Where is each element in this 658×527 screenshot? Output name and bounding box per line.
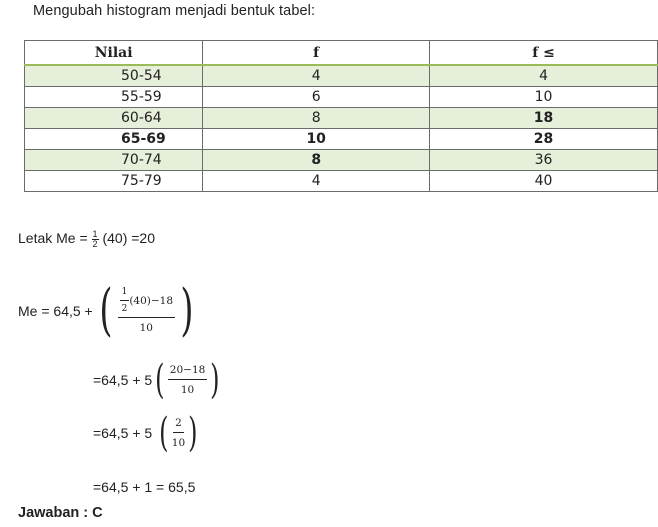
step-3-fraction xyxy=(172,417,185,449)
step-3 xyxy=(93,410,201,456)
cell-nilai: 55-59 xyxy=(25,87,203,108)
inner-half-fraction xyxy=(120,288,130,314)
table-row xyxy=(25,87,658,108)
cell-nilai: 60-64 xyxy=(25,108,203,129)
header-nilai: Nilai xyxy=(25,41,203,66)
cell-nilai: 75-79 xyxy=(25,171,203,192)
step-2-numerator: 20−18 xyxy=(168,364,208,380)
fraction-numerator: 1 xyxy=(92,229,98,239)
cell-f: 4 xyxy=(203,65,430,87)
table-row xyxy=(25,129,658,150)
letak-suffix: (40) =20 xyxy=(102,230,155,247)
cell-nilai: 50-54 xyxy=(25,65,203,87)
median-prefix: Me = 64,5 + xyxy=(18,303,93,319)
cell-cumulative: 18 xyxy=(430,108,658,129)
step-2-prefix: =64,5 + 5 xyxy=(93,372,153,388)
answer: Jawaban : C xyxy=(18,505,103,521)
table-row xyxy=(25,150,658,171)
median-formula xyxy=(18,278,198,343)
fraction-denominator: 2 xyxy=(92,239,98,249)
letak-me-line xyxy=(18,230,155,249)
left-paren: ( xyxy=(155,357,165,403)
header-f: f xyxy=(203,41,430,66)
letak-prefix: Letak Me = xyxy=(18,230,88,247)
left-paren: ( xyxy=(159,410,169,456)
table-row xyxy=(25,171,658,192)
half-fraction xyxy=(92,230,99,249)
cell-f: 8 xyxy=(203,108,430,129)
cell-cumulative: 36 xyxy=(430,150,658,171)
step-4: =64,5 + 1 = 65,5 xyxy=(93,479,196,495)
step-3-numerator: 2 xyxy=(173,417,184,433)
median-fraction-numerator xyxy=(118,288,175,318)
table-row xyxy=(25,108,658,129)
cell-f: 4 xyxy=(203,171,430,192)
right-paren: ) xyxy=(188,410,198,456)
table-header-row xyxy=(25,41,658,66)
cell-f: 8 xyxy=(203,150,430,171)
cell-f: 6 xyxy=(203,87,430,108)
frequency-table xyxy=(24,40,658,192)
median-fraction xyxy=(118,288,175,334)
inner-half-num: 1 xyxy=(120,288,130,301)
cell-cumulative: 4 xyxy=(430,65,658,87)
median-numerator-rest: (40)−18 xyxy=(129,295,174,307)
cell-cumulative: 10 xyxy=(430,87,658,108)
cell-nilai: 70-74 xyxy=(25,150,203,171)
step-2-fraction xyxy=(168,364,208,396)
median-fraction-denominator: 10 xyxy=(139,322,153,334)
step-3-denominator: 10 xyxy=(171,437,186,449)
step-2 xyxy=(93,357,223,403)
cell-cumulative: 28 xyxy=(430,129,658,150)
cell-f: 10 xyxy=(203,129,430,150)
header-cumulative: f ≤ xyxy=(430,41,658,66)
right-paren: ) xyxy=(180,278,194,343)
table-row xyxy=(25,65,658,87)
step-2-denominator: 10 xyxy=(180,384,195,396)
heading: Mengubah histogram menjadi bentuk tabel: xyxy=(33,3,316,19)
step-3-prefix: =64,5 + 5 xyxy=(93,425,153,441)
cell-cumulative: 40 xyxy=(430,171,658,192)
left-paren: ( xyxy=(99,278,113,343)
inner-half-den: 2 xyxy=(121,304,128,314)
right-paren: ) xyxy=(210,357,220,403)
cell-nilai: 65-69 xyxy=(25,129,203,150)
